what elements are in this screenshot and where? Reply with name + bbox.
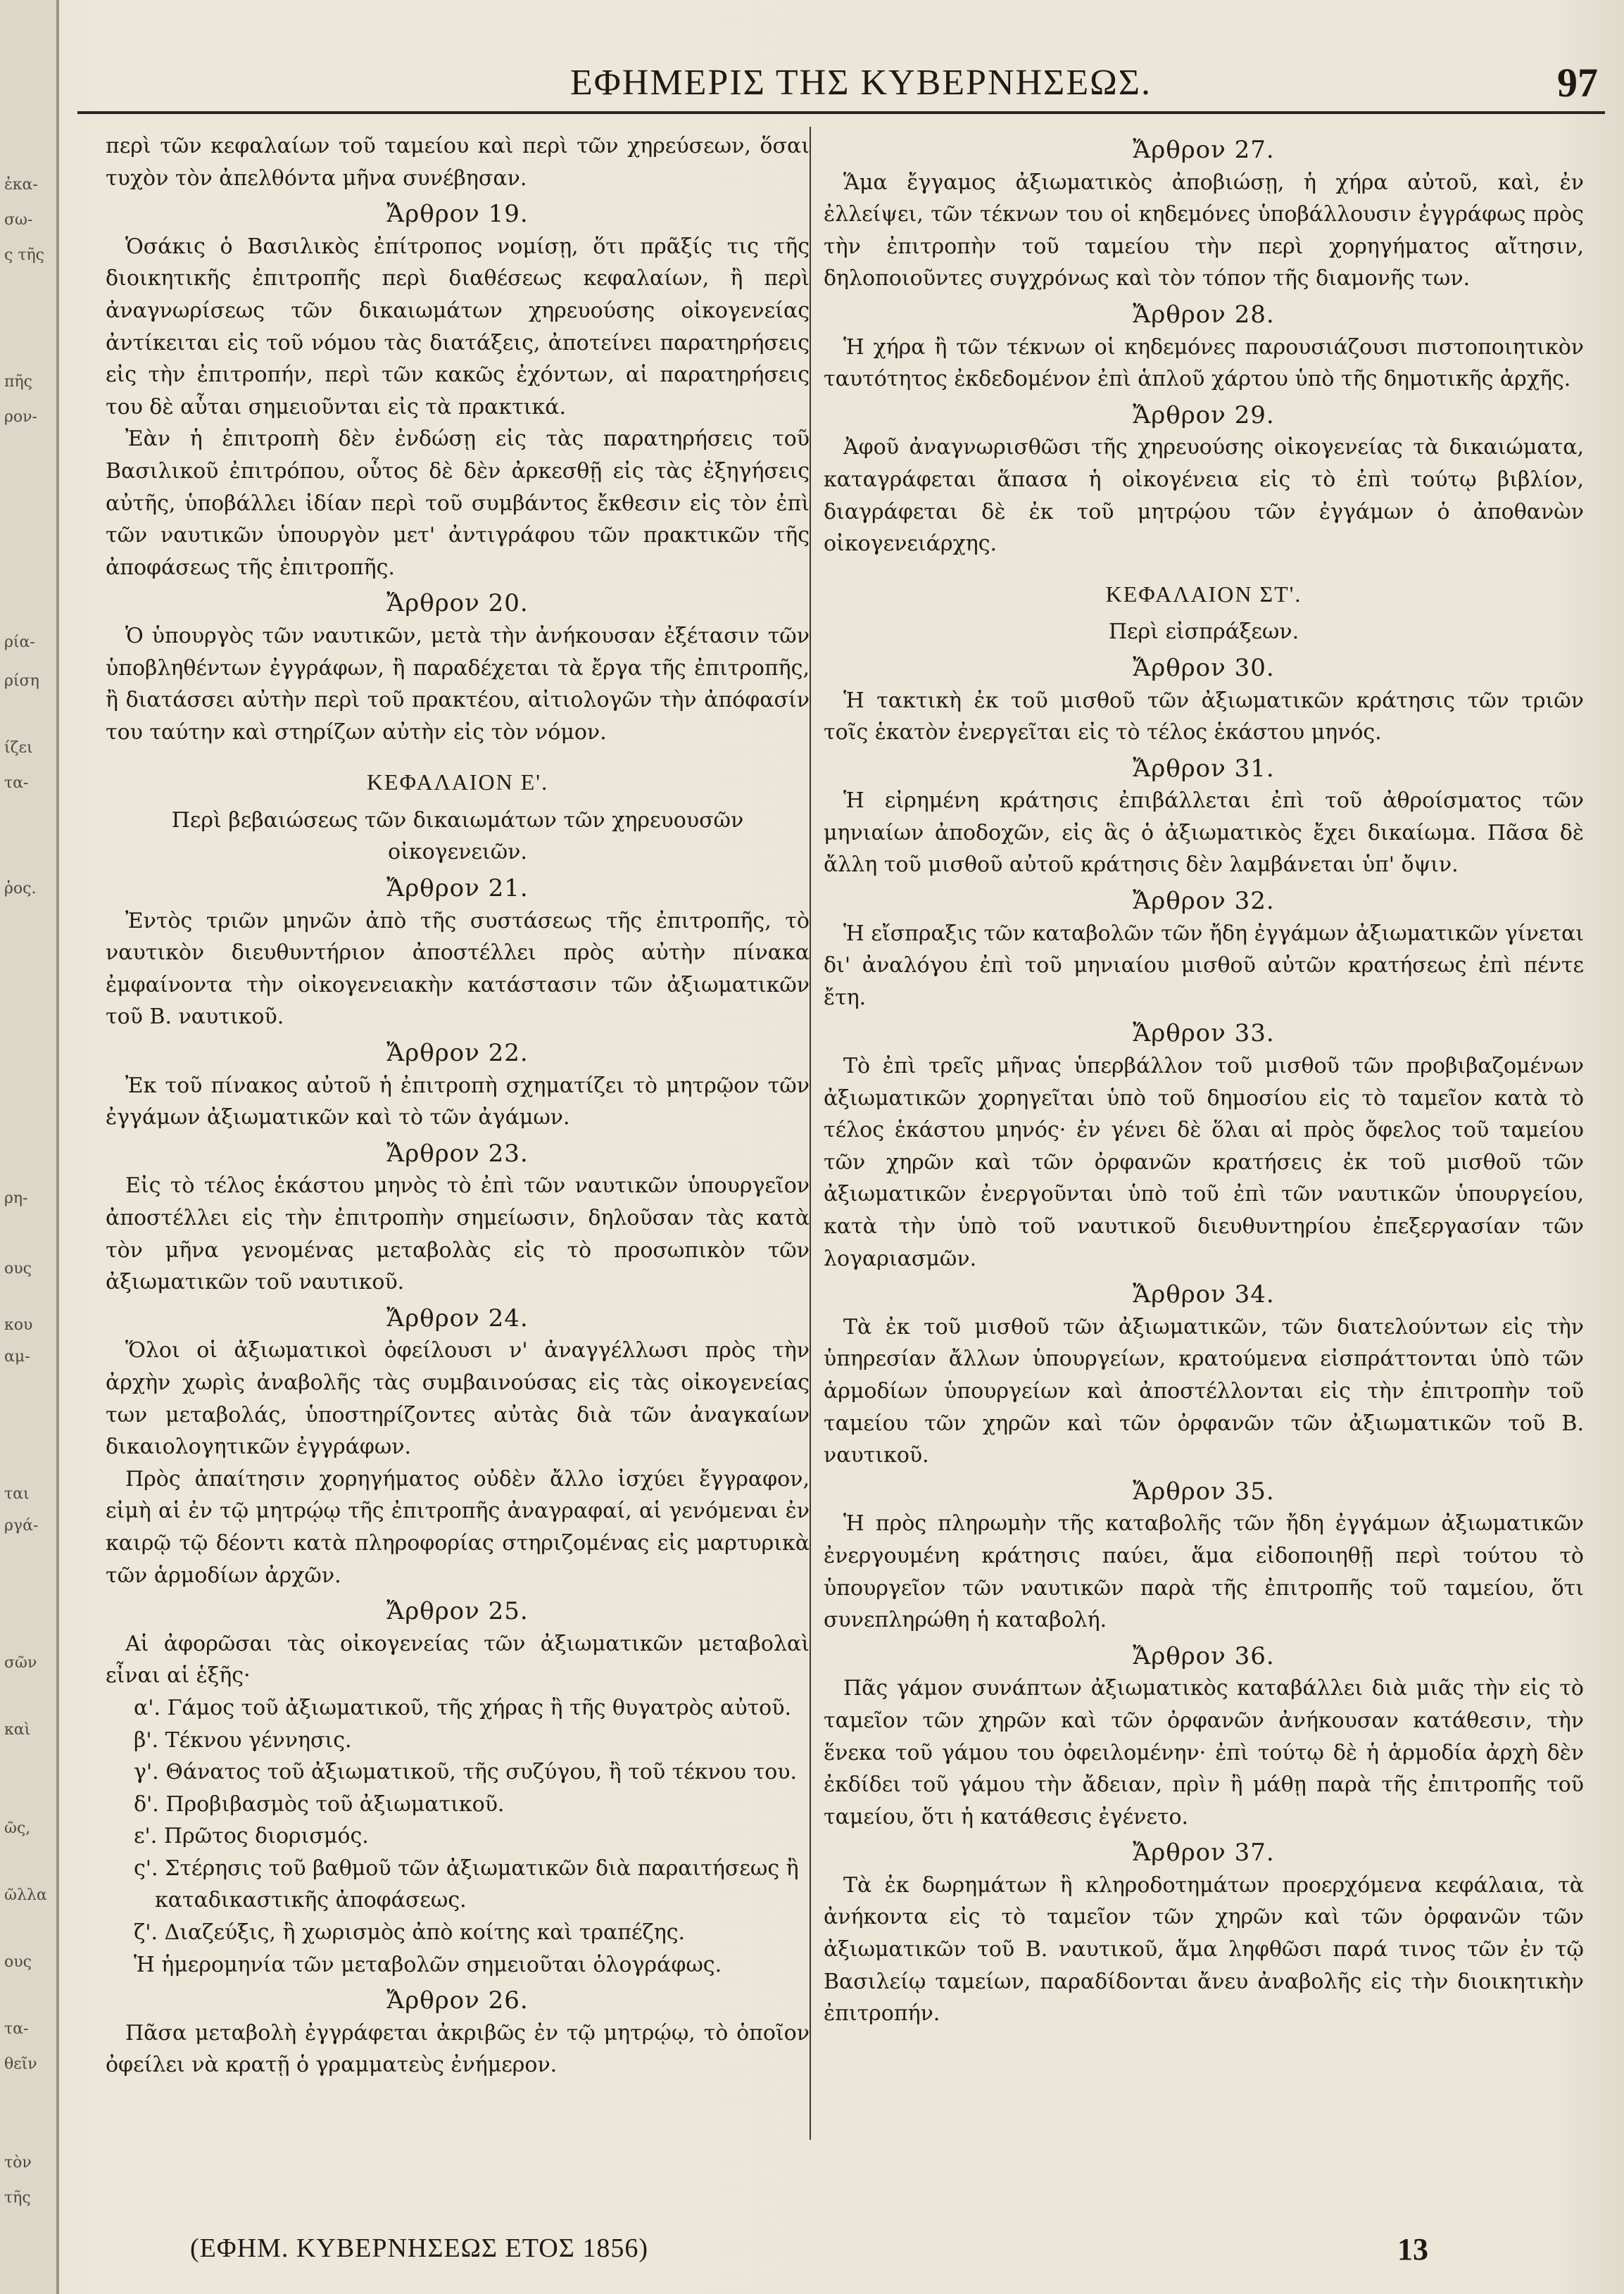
margin-fragment: ῥος.	[4, 880, 37, 897]
article-heading: Ἄρθρον 30.	[1133, 653, 1275, 682]
margin-fragment: σῶν	[4, 1654, 37, 1672]
margin-fragment: ἐκα-	[4, 176, 38, 194]
list-item: Ἡ ἡμερομηνία τῶν μεταβολῶν σημειοῦται ὁλογράφως.	[134, 1952, 722, 1977]
margin-fragment: ρον-	[4, 408, 37, 426]
page-number: 97	[1557, 60, 1598, 106]
left-column	[106, 130, 810, 2081]
paragraph: περὶ τῶν κεφαλαίων τοῦ ταμείου καὶ περὶ τῶν χηρεύσεων, ὅσαι τυχὸν τὸν ἀπελθόντα μῆνα συνέβησαν.	[106, 134, 810, 191]
paragraph: Τὰ ἐκ τοῦ μισθοῦ τῶν ἀξιωματικῶν, τῶν διατελούντων εἰς τὴν ὑπηρεσίαν ἄλλων ὑπουργείων, κρατούμενα εἰσπράττονται ὑπὸ τῶν ἁρμοδίων ὑπουργείων καὶ ἀποστέλλονται εἰς τὴν ἐπιτροπὴν τοῦ ταμείου τῶν χηρῶν καὶ τῶν ὀρφανῶν τῶν ἀξιωματικῶν τοῦ Β. ναυτικοῦ.	[824, 1314, 1584, 1468]
paragraph: Ὁσάκις ὁ Βασιλικὸς ἐπίτροπος νομίσῃ, ὅτι πρᾶξίς τις τῆς διοικητικῆς ἐπιτροπῆς περὶ διαθέσεως κεφαλαίων, ἢ περὶ ἀναγνωρίσεως τῶν δικαιωμάτων χηρευούσης οἰκογενείας ἀντίκειται εἰς τοῦ νόμου τὰς διατάξεις, ἀποτείνει παρατηρήσεις εἰς τὴν ἐπιτροπήν, περὶ τῶν κακῶς ἐχόντων, αἱ παρατηρήσεις του δὲ αὗται σημειοῦνται εἰς τὰ πρακτικά.	[106, 234, 810, 420]
list-item: β'. Τέκνου γέννησις.	[134, 1727, 352, 1753]
article-heading: Ἄρθρον 21.	[386, 874, 529, 903]
list-item: ε'. Πρῶτος διορισμός.	[134, 1824, 369, 1849]
margin-fragment: πῆς	[4, 373, 32, 391]
article-heading: Ἄρθρον 35.	[1133, 1477, 1275, 1506]
article-heading: Ἄρθρον 26.	[386, 1986, 529, 2015]
article-heading: Ἄρθρον 25.	[386, 1597, 529, 1626]
margin-fragment: κου	[4, 1316, 33, 1334]
chapter-subtitle: Περὶ εἰσπράξεων.	[1108, 619, 1299, 645]
paragraph: Ἐκ τοῦ πίνακος αὐτοῦ ἡ ἐπιτροπὴ σχηματίζει τὸ μητρῷον τῶν ἐγγάμων ἀξιωματικῶν καὶ τὸ τῶν ἀγάμων.	[106, 1073, 810, 1130]
footer-sheet-number: 13	[1397, 2232, 1428, 2267]
margin-fragment: αμ-	[4, 1348, 30, 1366]
margin-fragment: ρίση	[4, 672, 39, 690]
margin-fragment: ῶλλα	[4, 1886, 47, 1904]
list-item: δ'. Προβιβασμὸς τοῦ ἀξιωματικοῦ.	[134, 1791, 505, 1817]
margin-fragment: τα-	[4, 774, 29, 792]
article-heading: Ἄρθρον 28.	[1133, 300, 1275, 329]
list-item: ς'. Στέρησις τοῦ βαθμοῦ τῶν ἀξιωματικῶν διὰ παραιτήσεως ἢ καταδικαστικῆς ἀποφάσεως.	[134, 1855, 799, 1913]
changes-list	[106, 1692, 810, 1981]
margin-fragment: σω-	[4, 211, 33, 229]
margin-fragment: καὶ	[4, 1721, 31, 1739]
article-heading: Ἄρθρον 32.	[1133, 887, 1275, 916]
article-heading: Ἄρθρον 29.	[1133, 401, 1275, 429]
article-heading: Ἄρθρον 36.	[1133, 1641, 1275, 1670]
margin-fragment: ῶς,	[4, 1820, 31, 1837]
paragraph: Τὰ ἐκ δωρημάτων ἢ κληροδοτημάτων προερχόμενα κεφάλαια, τὰ ἀνήκοντα εἰς τὸ ταμεῖον τῶν χηρῶν καὶ τῶν ὀρφανῶν τῶν ἀξιωματικῶν τοῦ Β. ναυτικοῦ, ἅμα ληφθῶσι παρά τινος τῶν ἐν τῷ Βασιλείῳ ταμείων, παραδίδονται ἄνευ ἀναβολῆς εἰς τὴν διοικητικὴν ἐπιτροπήν.	[824, 1872, 1584, 2027]
margin-fragment: ους	[4, 1953, 32, 1971]
paragraph: Αἱ ἀφορῶσαι τὰς οἰκογενείας τῶν ἀξιωματικῶν μεταβολαὶ εἶναι αἱ ἑξῆς·	[106, 1631, 810, 1689]
article-heading: Ἄρθρον 22.	[386, 1039, 529, 1068]
chapter-heading: ΚΕΦΑΛΑΙΟΝ ΣΤ'.	[1105, 581, 1302, 607]
article-heading: Ἄρθρον 20.	[386, 589, 529, 618]
margin-fragment: ίζει	[4, 739, 33, 757]
paragraph: Ἀφοῦ ἀναγνωρισθῶσι τῆς χηρευούσης οἰκογενείας τὰ δικαιώματα, καταγράφεται ἅπασα ἡ οἰκογένεια εἰς τὸ ἐπὶ τούτῳ βιβλίον, διαγράφεται δὲ ἐκ τοῦ μητρῴου τῶν ἐγγάμων ὁ ἀποθανὼν οἰκογενειάρχης.	[824, 435, 1584, 557]
article-heading: Ἄρθρον 24.	[386, 1304, 529, 1332]
margin-fragment: ργά-	[4, 1517, 39, 1534]
article-heading: Ἄρθρον 19.	[386, 200, 529, 229]
article-heading: Ἄρθρον 37.	[1133, 1839, 1275, 1867]
left-margin-strip	[0, 0, 59, 2294]
margin-fragment: ς τῆς	[4, 246, 44, 264]
paragraph: Πᾶσα μεταβολὴ ἐγγράφεται ἀκριβῶς ἐν τῷ μητρῴῳ, τὸ ὁποῖον ὀφείλει νὰ κρατῇ ὁ γραμματεὺς ἐνήμερον.	[106, 2020, 810, 2078]
list-item: γ'. Θάνατος τοῦ ἀξιωματικοῦ, τῆς συζύγου, ἢ τοῦ τέκνου του.	[134, 1760, 798, 1785]
margin-fragment: ρη-	[4, 1190, 28, 1207]
article-heading: Ἄρθρον 23.	[386, 1139, 529, 1168]
margin-fragment: τα-	[4, 2020, 29, 2038]
paragraph: Ἡ εἰρημένη κράτησις ἐπιβάλλεται ἐπὶ τοῦ ἀθροίσματος τῶν μηνιαίων ἀποδοχῶν, εἰς ἃς ὁ ἀξιωματικὸς ἔχει δικαίωμα. Πᾶσα δὲ ἄλλη τοῦ μισθοῦ αὐτοῦ κράτησις δὲν λαμβάνεται ὑπ' ὄψιν.	[824, 788, 1584, 878]
paragraph: Ὁ ὑπουργὸς τῶν ναυτικῶν, μετὰ τὴν ἀνήκουσαν ἐξέτασιν τῶν ὑποβληθέντων ἐγγράφων, ἢ παραδέχεται τὰ ἔργα τῆς ἐπιτροπῆς, ἢ διατάσσει αὐτὴν περὶ τοῦ πρακτέου, αἰτιολογῶν τὴν ἀπόφασίν του ταύτην καὶ στηρίζων αὐτὴν εἰς τὸν νόμον.	[106, 623, 810, 745]
chapter-heading: ΚΕΦΑΛΑΙΟΝ Ε'.	[366, 769, 549, 795]
column-divider	[810, 127, 811, 2140]
chapter-subtitle: Περὶ βεβαιώσεως τῶν δικαιωμάτων τῶν χηρευουσῶν οἰκογενειῶν.	[171, 807, 744, 865]
margin-fragment: θεῖν	[4, 2055, 37, 2073]
paragraph: Ἡ τακτικὴ ἐκ τοῦ μισθοῦ τῶν ἀξιωματικῶν κράτησις τῶν τριῶν τοῖς ἑκατὸν ἐνεργεῖται εἰς τὸ τέλος ἑκάστου μηνός.	[824, 688, 1584, 745]
page-header	[77, 62, 1605, 114]
paragraph: Ἐὰν ἡ ἐπιτροπὴ δὲν ἐνδώσῃ εἰς τὰς παρατηρήσεις τοῦ Βασιλικοῦ ἐπιτρόπου, οὗτος δὲ δὲν ἀρκεσθῇ εἰς τὰς ἐξηγήσεις αὐτῆς, ὑποβάλλει ἰδίαν περὶ τοῦ συμβάντος ἔκθεσιν εἰς τὸν ἐπὶ τῶν ναυτικῶν ὑπουργὸν μετ' ἀντιγράφου τῶν πρακτικῶν τῆς ἀποφάσεως τῆς ἐπιτροπῆς.	[106, 427, 810, 580]
margin-fragment: ρία-	[4, 634, 35, 651]
footer-publication: (ΕΦΗΜ. ΚΥΒΕΡΝΗΣΕΩΣ ΕΤΟΣ 1856)	[190, 2233, 648, 2263]
list-item: α'. Γάμος τοῦ ἀξιωματικοῦ, τῆς χήρας ἢ τῆς θυγατρὸς αὐτοῦ.	[134, 1695, 791, 1720]
paragraph: Εἰς τὸ τέλος ἑκάστου μηνὸς τὸ ἐπὶ τῶν ναυτικῶν ὑπουργεῖον ἀποστέλλει εἰς τὴν ἐπιτροπὴν σημείωσιν, δηλοῦσαν τὰς κατὰ τὸν μῆνα γενομένας μεταβολὰς εἰς τὸ προσωπικὸν τῶν ἀξιωματικῶν τοῦ ναυτικοῦ.	[106, 1173, 810, 1295]
paragraph: Ἅμα ἔγγαμος ἀξιωματικὸς ἀποβιώσῃ, ἡ χήρα αὐτοῦ, καὶ, ἐν ἐλλείψει, τῶν τέκνων του οἱ κηδεμόνες ὑποβάλλουσιν ἐγγράφως πρὸς τὴν ἐπιτροπὴν τοῦ ταμείου τὴν περὶ χορηγήματος αἴτησιν, δηλοποιοῦντες συγχρόνως καὶ τὸν τόπον τῆς διαμονῆς των.	[824, 170, 1584, 291]
paragraph: Πρὸς ἀπαίτησιν χορηγήματος οὐδὲν ἄλλο ἰσχύει ἔγγραφον, εἰμὴ αἱ ἐν τῷ μητρῴῳ τῆς ἐπιτροπῆς ἀναγραφαί, αἱ γενόμεναι ἐν καιρῷ τῷ δέοντι κατὰ πληροφορίας στηριζομένας εἰς μαρτυρικὰ τῶν ἁρμοδίων ἀρχῶν.	[106, 1466, 810, 1588]
article-heading: Ἄρθρον 27.	[1133, 136, 1275, 164]
paragraph: Ἐντὸς τριῶν μηνῶν ἀπὸ τῆς συστάσεως τῆς ἐπιτροπῆς, τὸ ναυτικὸν διευθυντήριον ἀποστέλλει πρὸς αὐτὴν πίνακα ἐμφαίνοντα τὴν οἰκογενειακὴν κατάστασιν τῶν ἀξιωματικῶν τοῦ Β. ναυτικοῦ.	[106, 908, 810, 1030]
article-heading: Ἄρθρον 34.	[1133, 1280, 1275, 1309]
margin-fragment: τῆς	[4, 2189, 31, 2207]
list-item: ζ'. Διαζεύξις, ἢ χωρισμὸς ἀπὸ κοίτης καὶ τραπέζης.	[134, 1920, 686, 1946]
right-column	[824, 130, 1584, 2030]
paragraph: Τὸ ἐπὶ τρεῖς μῆνας ὑπερβάλλον τοῦ μισθοῦ τῶν προβιβαζομένων ἀξιωματικῶν χορηγεῖται ὑπὸ τοῦ δημοσίου εἰς τὸ ταμεῖον κατὰ τὸ τέλος ἑκάστου μηνός· ἐν γένει δὲ ὅλαι αἱ πρὸς ὄφελος τοῦ ταμείου τῶν χηρῶν καὶ τῶν ὀρφανῶν κρατήσεις ἐκ τοῦ μισθοῦ τῶν ἀξιωματικῶν ἐνεργοῦνται ὑπὸ τοῦ ἐπὶ τῶν ναυτικῶν ὑπουργείου, κατὰ τὴν ὑπὸ τοῦ ναυτικοῦ διευθυντηρίου ἐπεξεργασίαν τῶν λογαριασμῶν.	[824, 1054, 1584, 1271]
margin-fragment: ται	[4, 1485, 30, 1503]
margin-fragment: τὸν	[4, 2154, 32, 2172]
paragraph: Πᾶς γάμον συνάπτων ἀξιωματικὸς καταβάλλει διὰ μιᾶς τὴν εἰς τὸ ταμεῖον τῶν χηρῶν καὶ τῶν ὀρφανῶν ἀνήκουσαν κατάθεσιν, τὴν ἕνεκα τοῦ γάμου του ὀφειλομένην· ἐπὶ τούτῳ δὲ ἡ ἁρμοδία ἀρχὴ δὲν ἐκδίδει τοῦ γάμου τὴν ἄδειαν, πρὶν ἢ μάθῃ παρὰ τῆς ἐπιτροπῆς τοῦ ταμείου, ὅτι ἡ κατάθεσις ἐγένετο.	[824, 1676, 1584, 1829]
page-title: ΕΦΗΜΕΡΙΣ ΤΗΣ ΚΥΒΕΡΝΗΣΕΩΣ.	[570, 63, 1152, 103]
paragraph: Ἡ πρὸς πληρωμὴν τῆς καταβολῆς τῶν ἤδη ἐγγάμων ἀξιωματικῶν ἐνεργουμένη κράτησις παύει, ἅμα εἰδοποιηθῇ περὶ τούτου τὸ ὑπουργεῖον τῶν ναυτικῶν παρὰ τῆς ἐπιτροπῆς τοῦ ταμείου, ὅτι συνεπληρώθη ἡ καταβολή.	[824, 1511, 1584, 1633]
paragraph: Ἡ χήρα ἢ τῶν τέκνων οἱ κηδεμόνες παρουσιάζουσι πιστοποιητικὸν ταυτότητος ἐκδεδομένον ἐπὶ ἁπλοῦ χάρτου ὑπὸ τῆς δημοτικῆς ἀρχῆς.	[824, 334, 1584, 392]
margin-fragment: ους	[4, 1260, 32, 1278]
article-heading: Ἄρθρον 33.	[1133, 1019, 1275, 1048]
paragraph: Ἡ εἴσπραξις τῶν καταβολῶν τῶν ἤδη ἐγγάμων ἀξιωματικῶν γίνεται δι' ἀναλόγου ἐπὶ τοῦ μηνιαίου μισθοῦ αὐτῶν κρατήσεως ἐπὶ πέντε ἔτη.	[824, 921, 1584, 1010]
article-heading: Ἄρθρον 31.	[1133, 754, 1275, 783]
paragraph: Ὅλοι οἱ ἀξιωματικοὶ ὀφείλουσι ν' ἀναγγέλλωσι πρὸς τὴν ἀρχὴν χωρὶς ἀναβολῆς τὰς συμβαινούσας εἰς τὰς οἰκογενείας των μεταβολάς, ὑποστηρίζοντες αὐτὰς διὰ τῶν ἀναγκαίων δικαιολογητικῶν ἐγγράφων.	[106, 1338, 810, 1460]
